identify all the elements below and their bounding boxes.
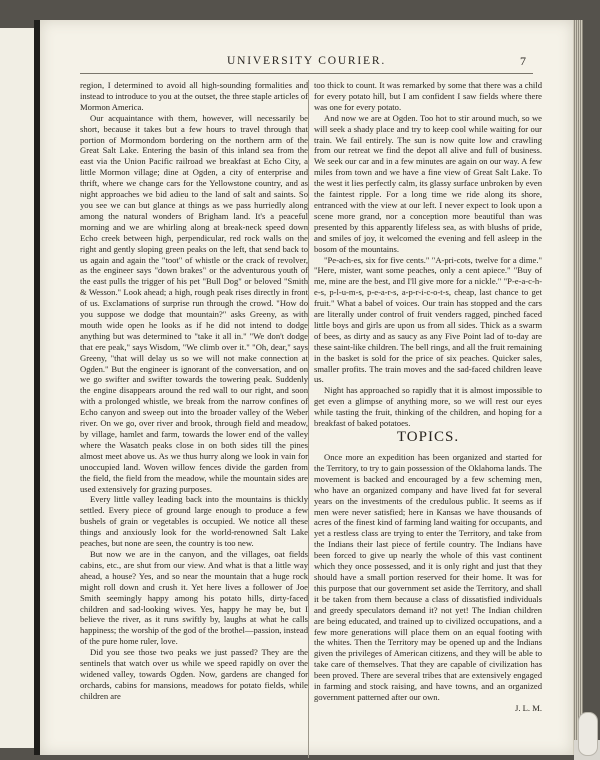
page-clip [574,740,600,760]
paragraph: Every little valley leading back into the mountains is thickly settled. Every piece of ground large enough to produce a few bushels of grain or vegetables is occupied. We notice all these things and anxiously look for the world-renowned Salt Lake peaches, but none are seen, the country is too new. [80,494,308,549]
paragraph: too thick to count. It was remarked by some that there was a child for every potato hill, but I am confident I saw fields where there was one for every potato. [314,80,542,112]
paragraph: Night has approached so rapidly that it is almost impossible to get even a glimpse of anything more, so we will rest our eyes while tasting the fruit, thinking of the children, and hoping for a breakfast of baked potatoes. [314,385,542,429]
paragraph: region, I determined to avoid all high-sounding formalities and instead to introduce to you at the outset, the three staple articles of Mormon America. [80,80,308,112]
previous-page-edge [0,28,35,748]
topics-heading: TOPICS. [396,429,460,445]
paragraph: But now we are in the canyon, and the villages, oat fields cabins, etc., are shut from our view. And what is that a little way ahead, a house? Yes, and so near the mountain that a huge rock might roll down and crush it. Yet here lives a follower of Joe Smith seemingly happy among his potato hills, dirty-faced children and sad-looking wives. Yes, happy he may be, but I believe the river, as it runs swiftly by, laughs at what he calls happiness; the worship of the god of the brothel—passion, instead of the pure home ruler, love. [80,548,308,647]
paragraph: "Pe-ach-es, six for five cents." "A-pri-cots, twelve for a dime." "Here, mister, want some peaches, only a cent apiece." "Buy of me, mine are the best, and I'll give more for a nickle." "P-e-a-c-h-e-s, p-l-u-m-s, p-e-a-r-s, a-p-r-i-c-o-t-s, cheap, last chance to get fruit." What a babel of voices. Our train has stopped and the cars are literally under control of fruit venders ragged, pinched faced little boys and girls are upon us from all sides. Thick as a swarm of bees, as dirty and as saucy as any Five Point lad of to-day are these saint-like children. The bell rings, and all the fruit remaining in the basket is sold for the price of six peaches. Quicker sales, smaller profits. The train moves and the sad-faced children leave us. [314,254,542,385]
paragraph: Once more an expedition has been organized and started for the Territory, to try to gain possession of the Oklahoma lands. The movement is backed and encouraged by a few scheming men, who have an organized company and have lived fat for several years on the investments of the credulous public. It seems as if men were never satisfied; here in Kansas we have thousands of acres of the finest kind of farming land waiting for occupants, and yet a restless class are trying to enter the Territory, and take from the Indians their last piece of fertile country. The Indians have been forced to give up nearly the whole of this vast continent which they once possessed, and it is only right and just that they should have a small portion reserved for their home. It was for this purpose that our government set aside the Territory, and shall it be taken from them because a class of dissatisfied individuals and greedy speculators demand it? not yet! The Indian children are being educated, and trained up to civilized occupations, and a few more generations will place them on an equal footing with the whites. Then the Territory may be opened up and the Indians given the privileges of American citizens, and they will be able to take care of themselves. That they are capable of civilization has been proved. There are several tribes that are extensively engaged in farming and stock raising, and have towns, and an organized government patterned after our own. [314,452,542,702]
running-head: UNIVERSITY COURIER. [227,55,386,67]
paragraph: Did you see those two peaks we just passed? They are the sentinels that watch over us while we speed rapidly on over the widened valley, towards Ogden. Now, gardens are changed for orchards, cabins for mansions, meadows for potato fields, while children are [80,647,308,701]
column-divider [308,80,309,758]
paragraph: And now we are at Ogden. Too hot to stir around much, so we will seek a shady place and try to keep cool while waiting for our train. We fail entirely. The sun is now quite low and crawling from our retreat we find the depot all alive and full of business. We seek our car and in a few minutes are again on our way. A few miles from town and we have a fine view of Great Salt Lake. To the west it lies perfectly calm, its glassy surface unbroken by even the faintest ripple. For a long time we ride along its shore, entranced with the view at our left. I never expect to look upon a scene more grand, nor a conception more beautiful than was presented by this apparently lifeless sea, as with blushs of pride, and smiles of joy, it welcomed the evening and fell asleep in the bosom of the mountains. [314,112,542,254]
header-rule [80,73,533,74]
page-number: 7 [520,54,526,68]
paragraph: Our acquaintance with them, however, will necessarily be short, because it takes but a few hours to travel through that portion of Mormondom bordering on the northern arm of the Great Salt Lake. Entering the basin of this inland sea from the east via the Union Pacific railroad we breakfast at Echo City, a little Mormon village; dine at Ogden, a city of enterprise and thrift, where we change cars for the Yellowstone country, and as night approaches we bid adieu to the land of salt and saints. So you see we can but glance at things as we pass hurriedly along among the natural wonders of Brigham land. It's a peaceful morning and we are whirling along at break-neck speed down Echo creek between high, perpendicular, red rock walls on the right and gently sloping green peaks on the left, that send back to us again and again the "toot" of whistle or the crack of revolver, as the engineer says "down brakes" or the adventurous youth of the east pulls the trigger of his pet "Bull Dog" or beloved "Smith & Wesson." Look ahead; a high, rough peak rises directly in front of us. Exclamations of surprise run through the crowd. "How do you suppose we dodge that mountain?" asks Greeny, as with mouth wide open he looks as if he did not intend to dodge anything but was determined to "take it all in." "We don't dodge that ere peak," says Wisdom, "We climb over it." "Oh, dear," says Greeny, "that will delay us so we will not make connection at Ogden." But the engineer is ignorant of the conversation, and on we go swifter and swifter towards the towering peak. Suddenly the engine disappears around the red wall to our right, and soon with a prolonged whistle, we break from the narrow confines of Echo canyon and sweep out into the broader valley of the Weber river. On we go, over river and brook, through field and meadow, by village, hamlet and farm, towards the lower end of the valley where the Wasatch peaks close in on both sides till the pines almost meet above us. As we thus hurry along we look in vain for unoccupied land. Woven willow fences divide the garden from the field, the field from the meadow, while the mountain sides are used extensively for grazing purposes. [80,112,308,494]
page-stack-edge [573,20,583,755]
author-signature: J. L. M. [515,702,542,713]
newspaper-page [40,20,573,755]
topics-section [314,428,542,714]
right-column [314,80,542,429]
left-column [80,80,308,702]
